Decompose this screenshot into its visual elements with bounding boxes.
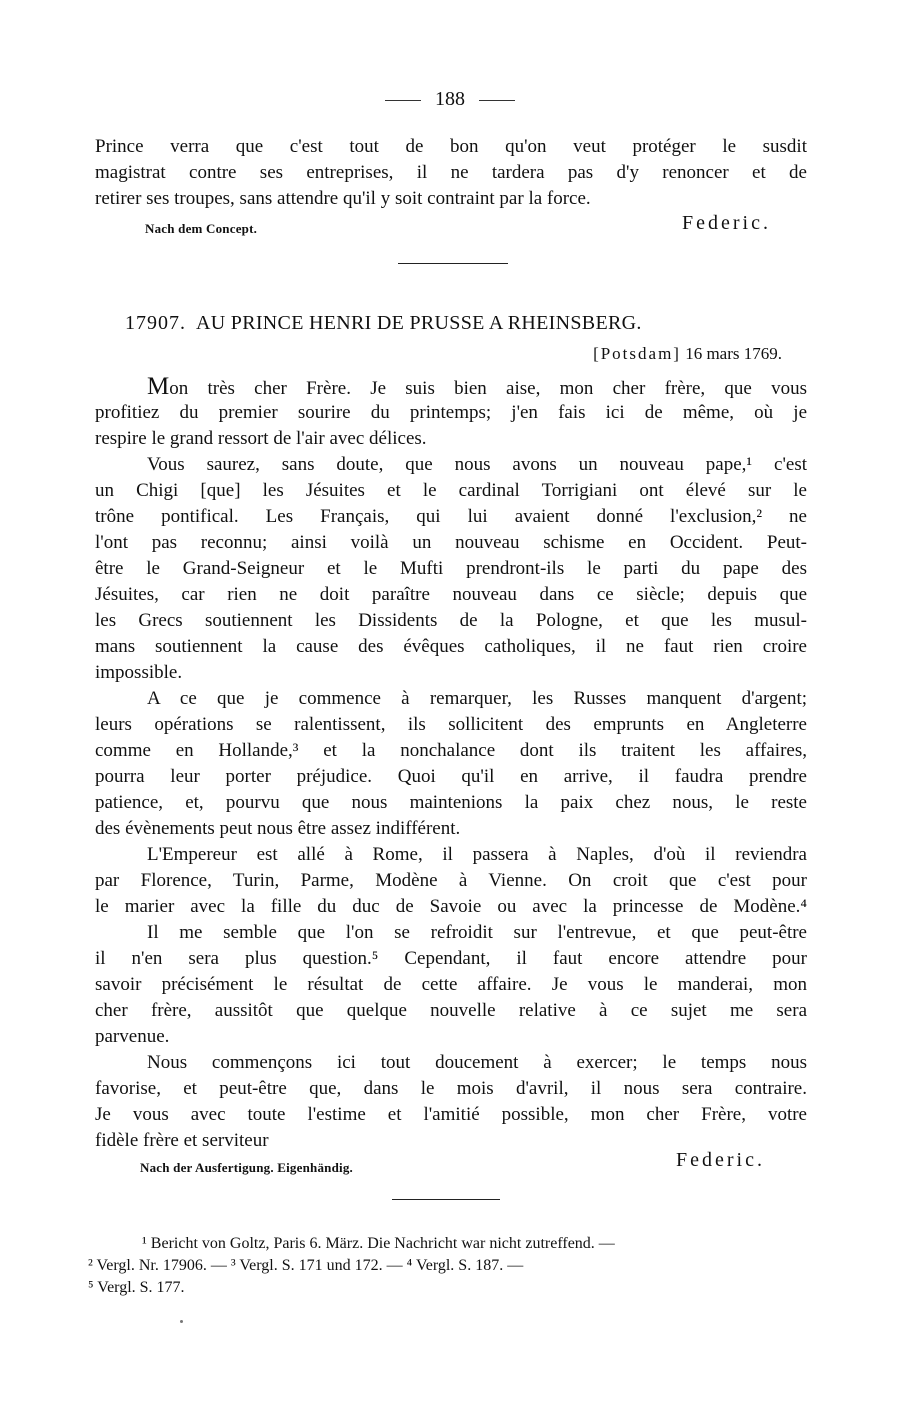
letter-heading	[125, 312, 785, 335]
letter-line: un Chigi [que] les Jésuites et le cardinal Torrigiani ont élevé sur le	[95, 480, 807, 501]
letter-line: par Florence, Turin, Parme, Modène à Vienne. On croit que c'est pour	[95, 870, 807, 891]
letter-line: il n'en sera plus question.⁵ Cependant, il faut encore attendre pour	[95, 948, 807, 969]
letter-place: [Potsdam]	[593, 344, 681, 363]
letter-signature: Federic.	[676, 1149, 765, 1171]
letter-line: favorise, et peut-être que, dans le mois d'avril, il nous sera contraire.	[95, 1078, 807, 1099]
letter-line: savoir précisément le résultat de cette affaire. Je vous le manderai, mon	[95, 974, 807, 995]
page-number-dash-right	[479, 100, 515, 101]
page-number-dash-left	[385, 100, 421, 101]
page-number-text: 188	[435, 88, 465, 110]
letter-line: l'ont pas reconnu; ainsi voilà un nouveau schisme en Occident. Peut-	[95, 532, 807, 553]
letter-line: Je vous avec toute l'estime et l'amitié possible, mon cher Frère, votre	[95, 1104, 807, 1125]
letter-line: le marier avec la fille du duc de Savoie ou avec la princesse de Modène.⁴	[95, 896, 807, 917]
letter-line: comme en Hollande,³ et la nonchalance dont ils traitent les affaires,	[95, 740, 807, 761]
letter-line: mans soutiennent la cause des évêques catholiques, il ne faut rien croire	[95, 636, 807, 657]
letter-number: 17907.	[125, 312, 186, 334]
page-number	[0, 88, 900, 111]
letter-line: A ce que je commence à remarquer, les Russes manquent d'argent;	[147, 688, 807, 709]
footnote-divider	[392, 1199, 500, 1200]
letter-line: être le Grand-Seigneur et le Mufti prendront-ils le parti du pape des	[95, 558, 807, 579]
preceding-signature: Federic.	[682, 212, 771, 234]
letter-line-text: on très cher Frère. Je suis bien aise, mon cher frère, que vous	[169, 378, 807, 399]
letter-line: profitiez du premier sourire du printemps; j'en fais ici de même, où je	[95, 402, 807, 423]
letter-line: des évènements peut nous être assez indifférent.	[95, 818, 461, 839]
section-divider	[398, 263, 508, 264]
letter-line: fidèle frère et serviteur	[95, 1130, 269, 1151]
preceding-letter-line: Prince verra que c'est tout de bon qu'on veut protéger le susdit	[95, 136, 807, 157]
letter-line: cher frère, aussitôt que quelque nouvelle relative à ce sujet me sera	[95, 1000, 807, 1021]
letter-line: trône pontifical. Les Français, qui lui avaient donné l'exclusion,² ne	[95, 506, 807, 527]
preceding-source-note: Nach dem Concept.	[145, 221, 258, 236]
letter-line	[147, 374, 807, 402]
print-speck	[180, 1320, 183, 1323]
letter-line: respire le grand ressort de l'air avec délices.	[95, 428, 427, 449]
letter-line: Vous saurez, sans doute, que nous avons un nouveau pape,¹ c'est	[147, 454, 807, 475]
letter-line: patience, et, pourvu que nous maintenions la paix chez nous, le reste	[95, 792, 807, 813]
letter-line: les Grecs soutiennent les Dissidents de la Pologne, et que les musul-	[95, 610, 807, 631]
letter-line: parvenue.	[95, 1026, 170, 1047]
letter-date: 16 mars 1769.	[685, 344, 782, 363]
letter-line: leurs opérations se ralentissent, ils sollicitent des emprunts en Angleterre	[95, 714, 807, 735]
footnote-line: ² Vergl. Nr. 17906. — ³ Vergl. S. 171 und 172. — ⁴ Vergl. S. 187. —	[88, 1257, 524, 1274]
preceding-letter-line: retirer ses troupes, sans attendre qu'il y soit contraint par la force.	[95, 188, 591, 209]
letter-dateline	[593, 344, 782, 364]
footnote-line: ¹ Bericht von Goltz, Paris 6. März. Die Nachricht war nicht zutreffend. —	[142, 1235, 615, 1252]
letter-line: Il me semble que l'on se refroidit sur l'entrevue, et que peut-être	[147, 922, 807, 943]
letter-line: pourra leur porter préjudice. Quoi qu'il en arrive, il faudra prendre	[95, 766, 807, 787]
preceding-letter-line: magistrat contre ses entreprises, il ne tardera pas d'y renoncer et de	[95, 162, 807, 183]
footnote-line: ⁵ Vergl. S. 177.	[88, 1279, 185, 1296]
letter-line: impossible.	[95, 662, 183, 683]
letter-line: Nous commençons ici tout doucement à exercer; le temps nous	[147, 1052, 807, 1073]
letter-source-note: Nach der Ausfertigung. Eigenhändig.	[140, 1160, 353, 1175]
letter-title: AU PRINCE HENRI DE PRUSSE A RHEINSBERG.	[196, 312, 642, 334]
salutation-initial: M	[147, 373, 170, 400]
letter-line: L'Empereur est allé à Rome, il passera à Naples, d'où il reviendra	[147, 844, 807, 865]
letter-line: Jésuites, car rien ne doit paraître nouveau dans ce siècle; depuis que	[95, 584, 807, 605]
